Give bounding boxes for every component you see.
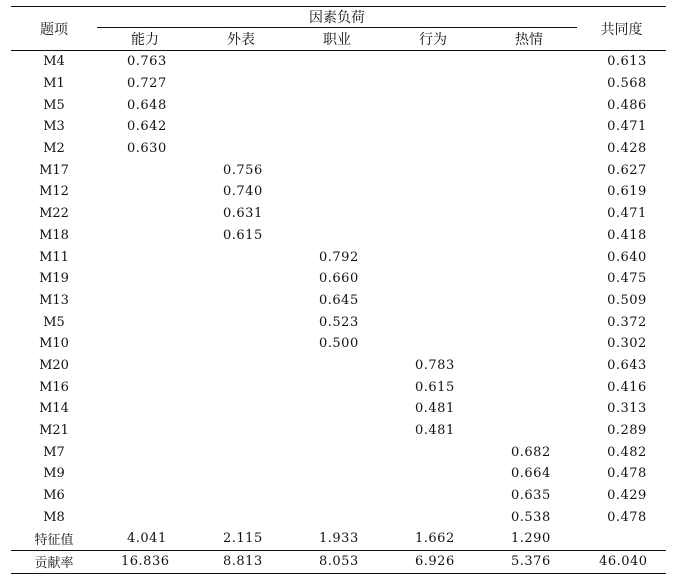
cell-loading [97, 290, 193, 312]
cell-loading [481, 159, 577, 181]
cell-loading [193, 506, 289, 528]
cell-communality: 0.613 [607, 54, 647, 70]
row-label: 特征值 [34, 533, 74, 549]
item-code: M13 [39, 292, 69, 308]
cell-loading [289, 376, 385, 398]
cell-loading [289, 398, 385, 420]
cell-communality: 0.643 [607, 357, 647, 373]
item-code: M19 [39, 271, 69, 287]
cell-loading [481, 51, 577, 73]
table-row [11, 441, 666, 463]
cell-communality: 0.509 [607, 292, 647, 308]
cell-loading: 0.481 [415, 401, 455, 417]
cell-communality: 0.478 [607, 466, 647, 482]
cell-loading [97, 225, 193, 247]
item-code: M10 [39, 336, 69, 352]
cell-communality: 0.627 [607, 162, 647, 178]
cell-loading: 0.727 [127, 76, 167, 92]
table-row [11, 181, 666, 203]
cell-loading [481, 203, 577, 225]
item-code: M21 [39, 423, 69, 439]
cell-loading [481, 398, 577, 420]
cell-loading [481, 333, 577, 355]
cell-loading [481, 94, 577, 116]
cell-loading [97, 398, 193, 420]
cell-loading: 0.523 [319, 314, 359, 330]
table-row [11, 116, 666, 138]
item-code: M1 [43, 76, 65, 92]
cell-loading [97, 333, 193, 355]
table-row [11, 420, 666, 442]
table-row [11, 485, 666, 507]
table-row [11, 398, 666, 420]
header-factor-1: 能力 [131, 32, 159, 48]
cell-loading [97, 203, 193, 225]
cell-loading [289, 138, 385, 160]
cell-loading [385, 116, 481, 138]
item-code: M22 [39, 206, 69, 222]
cell-communality: 0.640 [607, 249, 647, 265]
cell-communality: 0.418 [607, 227, 647, 243]
cell-loading [385, 51, 481, 73]
cell-loading [385, 159, 481, 181]
cell-loading: 0.615 [223, 227, 263, 243]
cell-loading [289, 485, 385, 507]
cell-loading [481, 246, 577, 268]
cell-loading [289, 94, 385, 116]
cell-loading: 0.645 [319, 292, 359, 308]
table-row [11, 73, 666, 95]
eigenvalue-row [11, 528, 666, 550]
cell-loading [385, 73, 481, 95]
cell-loading [97, 246, 193, 268]
header-communality: 共同度 [577, 7, 666, 51]
contribution-row [11, 550, 666, 573]
cell-loading: 0.660 [319, 271, 359, 287]
item-code: M7 [43, 444, 65, 460]
cell-loading [193, 138, 289, 160]
cell-loading [193, 116, 289, 138]
cell-loading [193, 485, 289, 507]
cell-loading [97, 463, 193, 485]
cell-loading [97, 181, 193, 203]
cell-communality: 0.429 [607, 488, 647, 504]
item-code: M17 [39, 162, 69, 178]
table-row [11, 376, 666, 398]
cell-loading [481, 225, 577, 247]
table-row [11, 51, 666, 73]
cell-loading [385, 506, 481, 528]
cell-communality: 0.471 [607, 119, 647, 135]
table-row [11, 203, 666, 225]
cell-loading: 0.538 [511, 509, 551, 525]
item-code: M18 [39, 227, 69, 243]
cell-value: 8.053 [289, 550, 385, 573]
header-factor-4: 行为 [419, 32, 447, 48]
cell-loading [481, 311, 577, 333]
cell-loading [193, 398, 289, 420]
cell-loading [289, 181, 385, 203]
table-row [11, 246, 666, 268]
cell-loading [385, 463, 481, 485]
header-factor-2: 外表 [227, 32, 255, 48]
cell-communality [577, 528, 666, 550]
table-row [11, 311, 666, 333]
item-code: M16 [39, 379, 69, 395]
cell-loading [193, 355, 289, 377]
cell-loading [289, 355, 385, 377]
cell-loading [97, 159, 193, 181]
cell-loading [481, 268, 577, 290]
item-code: M6 [43, 488, 65, 504]
cell-communality: 0.416 [607, 379, 647, 395]
cell-communality: 0.372 [607, 314, 647, 330]
cell-communality: 0.471 [607, 206, 647, 222]
cell-loading [97, 268, 193, 290]
cell-loading: 0.642 [127, 119, 167, 135]
cell-value: 4.041 [127, 531, 167, 547]
cell-loading [481, 290, 577, 312]
factor-loading-table-container [11, 6, 666, 574]
table-row [11, 225, 666, 247]
cell-loading [289, 51, 385, 73]
table-row [11, 463, 666, 485]
cell-value: 6.926 [385, 550, 481, 573]
item-code: M12 [39, 184, 69, 200]
cell-loading [289, 73, 385, 95]
cell-loading [193, 73, 289, 95]
cell-loading [385, 290, 481, 312]
cell-loading [193, 376, 289, 398]
cell-loading [481, 376, 577, 398]
table-row [11, 94, 666, 116]
cell-loading: 0.615 [415, 379, 455, 395]
cell-value: 1.290 [511, 531, 551, 547]
table-row [11, 268, 666, 290]
item-code: M3 [43, 119, 65, 135]
cell-loading: 0.500 [319, 336, 359, 352]
cell-loading [481, 116, 577, 138]
item-code: M14 [39, 401, 69, 417]
cell-value: 16.836 [97, 550, 193, 573]
cell-value: 5.376 [481, 550, 577, 573]
cell-loading [193, 290, 289, 312]
cell-value: 8.813 [193, 550, 289, 573]
header-factor-group: 因素负荷 [97, 7, 577, 28]
cell-loading [481, 420, 577, 442]
cell-loading [193, 441, 289, 463]
cell-value: 1.933 [319, 531, 359, 547]
cell-communality: 0.478 [607, 509, 647, 525]
cell-loading [193, 268, 289, 290]
cell-communality: 0.475 [607, 271, 647, 287]
cell-loading: 0.635 [511, 488, 551, 504]
cell-communality: 0.428 [607, 141, 647, 157]
cell-communality: 0.482 [607, 444, 647, 460]
cell-loading: 0.664 [511, 466, 551, 482]
cell-value: 1.662 [415, 531, 455, 547]
cell-loading [289, 463, 385, 485]
cell-communality: 0.486 [607, 97, 647, 113]
cell-loading [193, 311, 289, 333]
cell-loading: 0.792 [319, 249, 359, 265]
cell-loading [97, 441, 193, 463]
cell-loading: 0.682 [511, 444, 551, 460]
cell-loading [385, 138, 481, 160]
table-row [11, 355, 666, 377]
table-body [11, 51, 666, 574]
cell-loading: 0.481 [415, 423, 455, 439]
header-factor-5: 热情 [515, 32, 544, 48]
cell-loading [289, 116, 385, 138]
item-code: M8 [43, 509, 65, 525]
cell-loading: 0.648 [127, 97, 167, 113]
cell-loading [193, 94, 289, 116]
cell-loading [481, 138, 577, 160]
cell-loading [97, 420, 193, 442]
cell-loading [385, 268, 481, 290]
item-code: M9 [43, 466, 65, 482]
cell-loading [289, 420, 385, 442]
cell-loading: 0.783 [415, 357, 455, 373]
cell-loading [97, 376, 193, 398]
cell-loading [481, 181, 577, 203]
cell-loading: 0.756 [223, 162, 263, 178]
cell-loading [289, 225, 385, 247]
cell-loading [385, 246, 481, 268]
table-header [11, 7, 666, 51]
table-row [11, 506, 666, 528]
cell-loading [385, 311, 481, 333]
cell-loading [193, 333, 289, 355]
cell-loading: 0.740 [223, 184, 263, 200]
cell-communality: 0.302 [607, 336, 647, 352]
header-item: 题项 [11, 7, 97, 51]
cell-loading [385, 225, 481, 247]
cell-loading [481, 73, 577, 95]
item-code: M20 [39, 357, 69, 373]
cell-communality: 0.568 [607, 76, 647, 92]
table-row [11, 290, 666, 312]
cell-loading [385, 94, 481, 116]
cell-loading [97, 506, 193, 528]
cell-loading [385, 441, 481, 463]
item-code: M5 [43, 97, 65, 113]
cell-loading: 0.631 [223, 206, 263, 222]
cell-loading: 0.630 [127, 141, 167, 157]
item-code: M5 [43, 314, 65, 330]
factor-loading-table [11, 6, 666, 574]
cell-loading [289, 203, 385, 225]
item-code: M2 [43, 141, 65, 157]
cell-communality: 0.289 [607, 423, 647, 439]
table-row [11, 138, 666, 160]
cell-loading [193, 463, 289, 485]
cell-loading [193, 420, 289, 442]
table-row [11, 333, 666, 355]
cell-loading [385, 181, 481, 203]
table-row [11, 159, 666, 181]
cell-loading [481, 355, 577, 377]
cell-loading [385, 333, 481, 355]
item-code: M4 [43, 54, 65, 70]
cell-loading [193, 51, 289, 73]
cell-communality: 0.619 [607, 184, 647, 200]
cell-loading [97, 485, 193, 507]
cell-loading [97, 311, 193, 333]
cell-loading [289, 506, 385, 528]
cell-loading [289, 441, 385, 463]
cell-loading [385, 485, 481, 507]
row-label: 贡献率 [11, 550, 97, 573]
cell-loading [289, 159, 385, 181]
header-factor-3: 职业 [323, 32, 351, 48]
cell-communality: 0.313 [607, 401, 647, 417]
item-code: M11 [39, 249, 69, 265]
cell-loading [193, 246, 289, 268]
cell-loading [97, 355, 193, 377]
cell-value: 2.115 [223, 531, 263, 547]
cell-loading: 0.763 [127, 54, 167, 70]
cell-communality: 46.040 [577, 550, 666, 573]
cell-loading [385, 203, 481, 225]
